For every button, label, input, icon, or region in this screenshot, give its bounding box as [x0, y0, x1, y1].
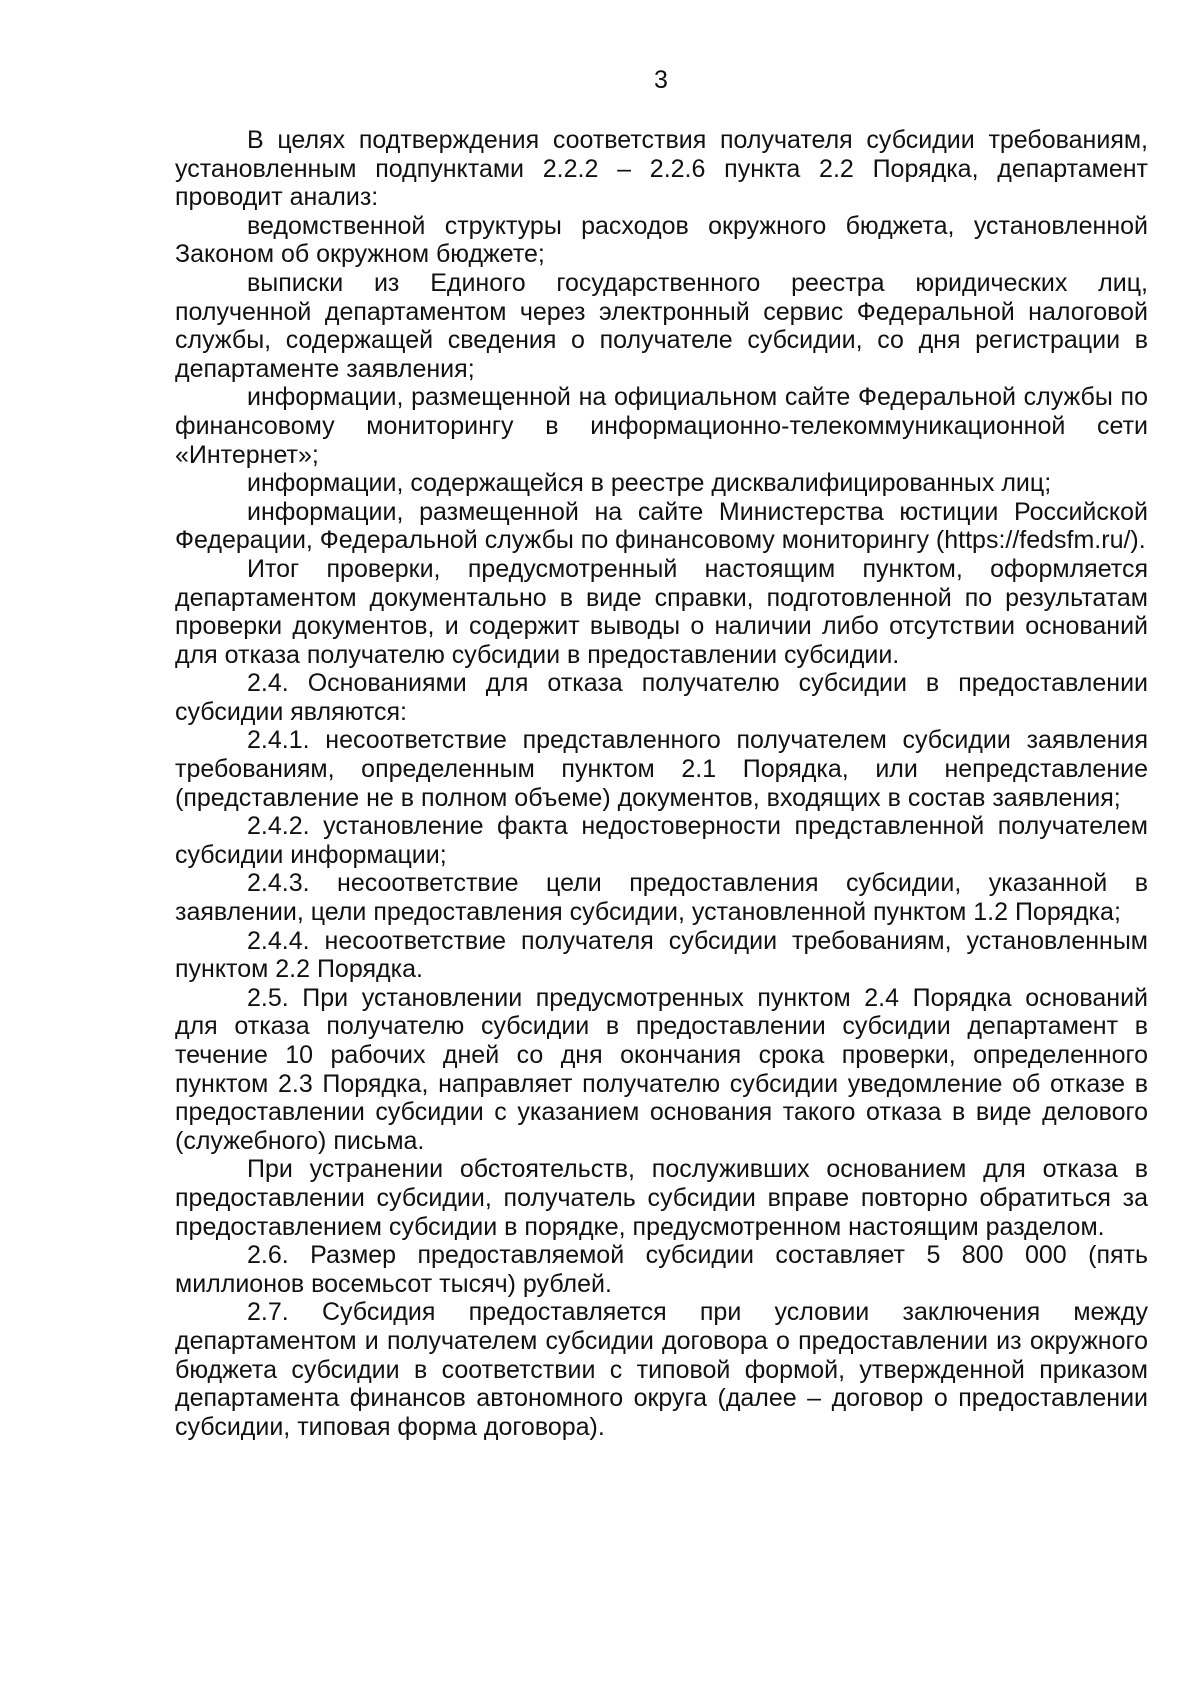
paragraph-ministry-justice-info: информации, размещенной на сайте Министерства юстиции Российской Федерации, Федеральной службы по финансовому мониторингу (https://fedsfm.ru/).: [175, 497, 1148, 555]
paragraph-2-4-3: 2.4.3. несоответствие цели предоставления субсидии, указанной в заявлении, цели предоставления субсидии, установленной пунктом 1.2 Порядка;: [175, 869, 1148, 927]
paragraph-2-5: 2.5. При установлении предусмотренных пунктом 2.4 Порядка оснований для отказа получателю субсидии в предоставлении субсидии департамент в течение 10 рабочих дней со дня окончания срока проверки, определенного пунктом 2.3 Порядка, направляет получателю субсидии уведомление об отказе в предоставлении субсидии с указанием основания такого отказа в виде делового (служебного) письма.: [175, 983, 1148, 1155]
paragraph-budget-structure: ведомственной структуры расходов окружного бюджета, установленной Законом об окружном бюджете;: [175, 211, 1148, 269]
paragraph-2-4-1: 2.4.1. несоответствие представленного получателем субсидии заявления требованиям, определенным пунктом 2.1 Порядка, или непредставление (представление не в полном объеме) документов, входящих в состав заявления;: [175, 726, 1148, 812]
paragraph-2-5-reapply: При устранении обстоятельств, послуживших основанием для отказа в предоставлении субсидии, получатель субсидии вправе повторно обратиться за предоставлением субсидии в порядке, предусмотренном настоящим разделом.: [175, 1155, 1148, 1241]
document-body: [175, 126, 1148, 1441]
paragraph-2-4-2: 2.4.2. установление факта недостоверности представленной получателем субсидии информации;: [175, 812, 1148, 869]
paragraph-verification-result: Итог проверки, предусмотренный настоящим пунктом, оформляется департаментом документально в виде справки, подготовленной по результатам проверки документов, и содержит выводы о наличии либо отсутствии оснований для отказа получателю субсидии в предоставлении субсидии.: [175, 554, 1148, 669]
paragraph-2-7: 2.7. Субсидия предоставляется при условии заключения между департаментом и получателем субсидии договора о предоставлении из окружного бюджета субсидии в соответствии с типовой формой, утвержденной приказом департамента финансов автономного округа (далее – договор о предоставлении субсидии, типовая форма договора).: [175, 1298, 1148, 1441]
paragraph-2-6: 2.6. Размер предоставляемой субсидии составляет 5 800 000 (пять миллионов восемьсот тысяч) рублей.: [175, 1241, 1148, 1298]
paragraph-2-4: 2.4. Основаниями для отказа получателю субсидии в предоставлении субсидии являются:: [175, 669, 1148, 726]
paragraph-disqualified-registry: информации, содержащейся в реестре дисквалифицированных лиц;: [247, 469, 1052, 498]
paragraph-egrul-extract: выписки из Единого государственного реестра юридических лиц, полученной департаментом через электронный сервис Федеральной налоговой службы, содержащей сведения о получателе субсидии, со дня регистрации в департаменте заявления;: [175, 268, 1148, 383]
paragraph-verification-intro: В целях подтверждения соответствия получателя субсидии требованиям, установленным подпунктами 2.2.2 – 2.2.6 пункта 2.2 Порядка, департамент проводит анализ:: [175, 126, 1148, 212]
paragraph-fedsfm-site-info: информации, размещенной на официальном сайте Федеральной службы по финансовому мониторингу в информационно-телекоммуникационной сети «Интернет»;: [175, 383, 1148, 469]
paragraph-2-4-4: 2.4.4. несоответствие получателя субсидии требованиям, установленным пунктом 2.2 Порядка.: [175, 926, 1148, 984]
page-number: 3: [654, 66, 668, 94]
